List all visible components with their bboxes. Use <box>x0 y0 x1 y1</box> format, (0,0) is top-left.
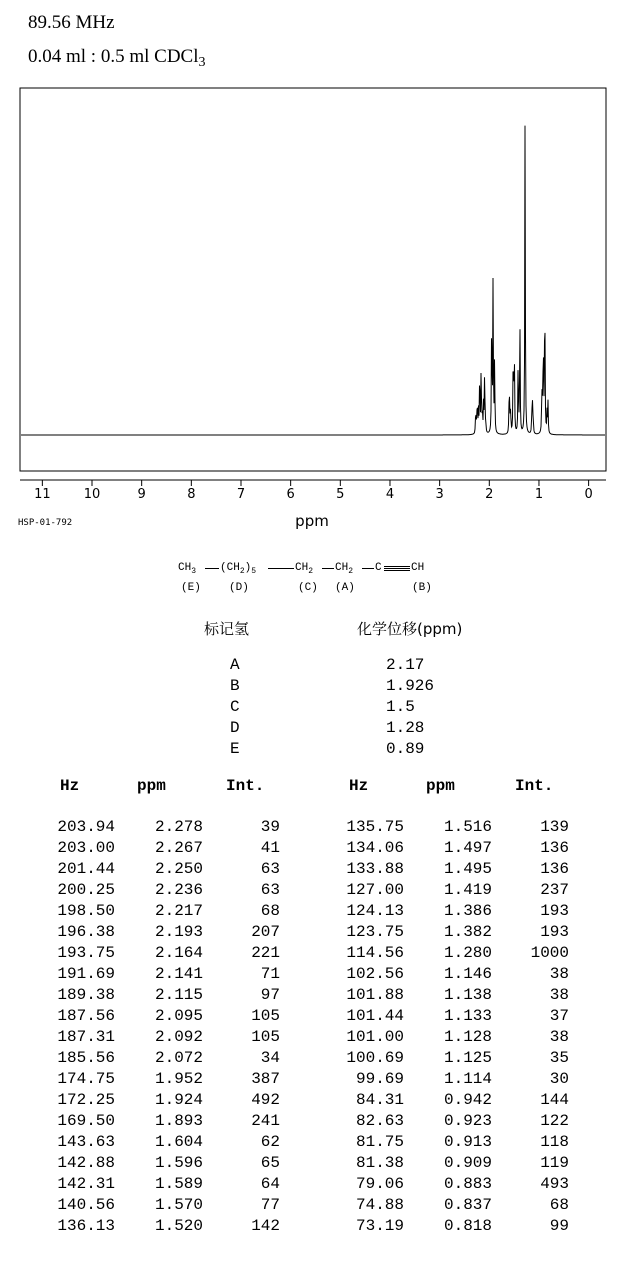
peak-table-cell: 1000 <box>530 944 569 962</box>
shift-row-value: 0.89 <box>386 740 425 758</box>
peak-table-cell: 2.092 <box>154 1028 203 1046</box>
peak-table-cell: 1.138 <box>443 986 492 1004</box>
peak-table-cell: 200.25 <box>57 881 115 899</box>
peak-table-cell: 124.13 <box>346 902 404 920</box>
nmr-spectrum-chart <box>0 0 626 540</box>
peak-table-cell: 65 <box>260 1154 280 1172</box>
peak-table-cell: 38 <box>549 986 569 1004</box>
peak-table-cell: 102.56 <box>346 965 404 983</box>
bond-a-c <box>362 568 374 569</box>
peak-table-cell: 105 <box>251 1007 280 1025</box>
group-ch2n: $(CH_2)_5$ <box>220 562 257 577</box>
peak-table-cell: 114.56 <box>346 944 404 962</box>
x-tick-label: 7 <box>236 487 246 502</box>
peak-table-cell: 62 <box>260 1133 280 1151</box>
peak-table-cell: 63 <box>260 881 280 899</box>
peak-table-cell: 387 <box>251 1070 280 1088</box>
peak-table-cell: 79.06 <box>355 1175 404 1193</box>
peak-table-cell: 0.883 <box>443 1175 492 1193</box>
peak-table-cell: 97 <box>260 986 280 1004</box>
peak-table-cell: 73.19 <box>355 1217 404 1235</box>
peak-table-cell: 1.497 <box>443 839 492 857</box>
bond-c-a <box>322 568 334 569</box>
peak-table-cell: 2.193 <box>154 923 203 941</box>
peak-table-cell: 134.06 <box>346 839 404 857</box>
triple-bond-line-3 <box>384 570 410 571</box>
peak-table-cell: 1.952 <box>154 1070 203 1088</box>
peak-table-cell: 1.596 <box>154 1154 203 1172</box>
peak-table-cell: 99 <box>549 1217 569 1235</box>
peak-table-cell: 35 <box>549 1049 569 1067</box>
x-tick-label: 4 <box>385 487 395 502</box>
peak-table-cell: 118 <box>540 1133 569 1151</box>
peak-table-cell: 82.63 <box>355 1112 404 1130</box>
plot-frame <box>20 88 606 471</box>
peak-table-cell: 41 <box>260 839 280 857</box>
peak-table-cell: 123.75 <box>346 923 404 941</box>
peak-table-cell: 63 <box>260 860 280 878</box>
peak-table-cell: 169.50 <box>57 1112 115 1130</box>
peak-table-header: Int. <box>515 777 554 795</box>
peak-table-cell: 68 <box>549 1196 569 1214</box>
peak-table-cell: 2.217 <box>154 902 203 920</box>
peak-table-cell: 39 <box>260 818 280 836</box>
shift-row-value: 2.17 <box>386 656 425 674</box>
peak-table-cell: 241 <box>251 1112 280 1130</box>
peak-table-cell: 1.893 <box>154 1112 203 1130</box>
peak-table-cell: 136 <box>540 860 569 878</box>
group-ch3: $CH_3$ <box>178 562 197 577</box>
peak-table-cell: 71 <box>260 965 280 983</box>
peak-table-cell: 1.146 <box>443 965 492 983</box>
peak-table-cell: 193 <box>540 902 569 920</box>
x-axis-ticks <box>34 480 593 502</box>
sample-subscript: 3 <box>198 55 206 70</box>
peak-table-cell: 140.56 <box>57 1196 115 1214</box>
peak-table-cell: 0.942 <box>443 1091 492 1109</box>
spectrum-trace <box>21 126 605 435</box>
sample-text: 0.04 ml : 0.5 ml CDCl <box>28 46 199 67</box>
peak-table-cell: 136 <box>540 839 569 857</box>
peak-table-cell: 237 <box>540 881 569 899</box>
peak-table-header: Int. <box>226 777 265 795</box>
peak-table-cell: 105 <box>251 1028 280 1046</box>
shift-row-label: D <box>230 719 240 737</box>
peak-table-cell: 119 <box>540 1154 569 1172</box>
peak-table-cell: 144 <box>540 1091 569 1109</box>
peak-table-cell: 196.38 <box>57 923 115 941</box>
label-b: (B) <box>412 582 432 594</box>
peak-table-cell: 172.25 <box>57 1091 115 1109</box>
peak-table-cell: 193.75 <box>57 944 115 962</box>
shift-row-label: A <box>230 656 240 674</box>
triple-bond-line-1 <box>384 566 410 567</box>
peak-table-cell: 34 <box>260 1049 280 1067</box>
shift-row-value: 1.926 <box>386 677 435 695</box>
peak-table-cell: 1.114 <box>443 1070 492 1088</box>
peak-table-cell: 0.818 <box>443 1217 492 1235</box>
group-ch: CH <box>411 562 425 574</box>
x-tick-label: 1 <box>534 487 544 502</box>
peak-table-cell: 203.00 <box>57 839 115 857</box>
peak-table-cell: 1.604 <box>154 1133 203 1151</box>
peak-table-cell: 1.924 <box>154 1091 203 1109</box>
peak-table-cell: 64 <box>260 1175 280 1193</box>
group-c: C <box>375 562 382 574</box>
shift-row-label: B <box>230 677 240 695</box>
peak-table-cell: 1.495 <box>443 860 492 878</box>
peak-table-cell: 2.250 <box>154 860 203 878</box>
peak-table-header: Hz <box>60 777 80 795</box>
peak-table-cell: 492 <box>251 1091 280 1109</box>
peak-table-cell: 221 <box>251 944 280 962</box>
shift-table-header-label: 标记氢 <box>204 620 250 638</box>
peak-table-cell: 77 <box>260 1196 280 1214</box>
x-tick-label: 0 <box>584 487 593 502</box>
peak-table-cell: 38 <box>549 965 569 983</box>
peak-table-cell: 127.00 <box>346 881 404 899</box>
peak-table-cell: 68 <box>260 902 280 920</box>
shift-table-header-shift: 化学位移(ppm) <box>357 620 463 638</box>
peak-table-cell: 99.69 <box>355 1070 404 1088</box>
peak-table-cell: 189.38 <box>57 986 115 1004</box>
peak-table-cell: 2.164 <box>154 944 203 962</box>
peak-table-cell: 84.31 <box>355 1091 404 1109</box>
spectrum-code: HSP-01-792 <box>18 518 73 528</box>
bond-e-d <box>205 568 219 569</box>
label-e: (E) <box>181 582 201 594</box>
peak-table-cell: 174.75 <box>57 1070 115 1088</box>
x-tick-label: 8 <box>187 487 196 502</box>
peak-table-cell: 0.923 <box>443 1112 492 1130</box>
peak-table-cell: 2.267 <box>154 839 203 857</box>
peak-table-cell: 1.516 <box>443 818 492 836</box>
peak-table-cell: 2.095 <box>154 1007 203 1025</box>
peak-table-cell: 101.88 <box>346 986 404 1004</box>
peak-table-cell: 143.63 <box>57 1133 115 1151</box>
peak-table-cell: 203.94 <box>57 818 115 836</box>
peak-table-cell: 133.88 <box>346 860 404 878</box>
peak-table-cell: 1.280 <box>443 944 492 962</box>
x-tick-label: 11 <box>34 487 51 502</box>
peak-table-cell: 135.75 <box>346 818 404 836</box>
peak-table-cell: 185.56 <box>57 1049 115 1067</box>
peak-table-cell: 142.31 <box>57 1175 115 1193</box>
x-tick-label: 3 <box>435 487 444 502</box>
peak-table-cell: 0.909 <box>443 1154 492 1172</box>
peak-table-cell: 201.44 <box>57 860 115 878</box>
peak-table-cell: 122 <box>540 1112 569 1130</box>
peak-table-cell: 493 <box>540 1175 569 1193</box>
peak-table-cell: 2.236 <box>154 881 203 899</box>
x-tick-label: 9 <box>137 487 146 502</box>
x-tick-label: 2 <box>485 487 494 502</box>
bond-d-c <box>268 568 294 569</box>
shift-row-value: 1.28 <box>386 719 425 737</box>
spectrometer-frequency: 89.56 MHz <box>28 12 115 33</box>
peak-table-cell: 38 <box>549 1028 569 1046</box>
peak-table-cell: 100.69 <box>346 1049 404 1067</box>
peak-table-cell: 30 <box>549 1070 569 1088</box>
peak-table-cell: 207 <box>251 923 280 941</box>
peak-table-cell: 1.382 <box>443 923 492 941</box>
peak-table-cell: 1.128 <box>443 1028 492 1046</box>
peak-table-cell: 0.837 <box>443 1196 492 1214</box>
peak-table-cell: 191.69 <box>57 965 115 983</box>
triple-bond-line-2 <box>384 568 410 569</box>
group-ch2-a: $CH_2$ <box>335 562 354 577</box>
x-tick-label: 5 <box>336 487 345 502</box>
peak-table-cell: 142 <box>251 1217 280 1235</box>
molecular-structure <box>178 560 478 600</box>
peak-table-cell: 198.50 <box>57 902 115 920</box>
peak-table-cell: 2.278 <box>154 818 203 836</box>
peak-table-cell: 142.88 <box>57 1154 115 1172</box>
peak-table-header: ppm <box>137 777 166 795</box>
peak-table-cell: 37 <box>549 1007 569 1025</box>
group-ch2-c: $CH_2$ <box>295 562 314 577</box>
peak-table-cell: 187.31 <box>57 1028 115 1046</box>
peak-table-cell: 1.386 <box>443 902 492 920</box>
peak-table-cell: 2.115 <box>154 986 203 1004</box>
label-d: (D) <box>229 582 249 594</box>
peak-table-cell: 1.133 <box>443 1007 492 1025</box>
shift-row-label: E <box>230 740 240 758</box>
peak-table-cell: 1.125 <box>443 1049 492 1067</box>
peak-table-cell: 1.570 <box>154 1196 203 1214</box>
peak-table-cell: 136.13 <box>57 1217 115 1235</box>
label-a: (A) <box>335 582 355 594</box>
peak-table-cell: 74.88 <box>355 1196 404 1214</box>
x-axis-label: ppm <box>295 512 329 530</box>
peak-table-cell: 0.913 <box>443 1133 492 1151</box>
peak-table-cell: 81.75 <box>355 1133 404 1151</box>
peak-table-cell: 193 <box>540 923 569 941</box>
shift-row-value: 1.5 <box>386 698 415 716</box>
peak-table-cell: 81.38 <box>355 1154 404 1172</box>
peak-table-cell: 2.141 <box>154 965 203 983</box>
peak-table-cell: 101.00 <box>346 1028 404 1046</box>
peak-table-cell: 101.44 <box>346 1007 404 1025</box>
shift-row-label: C <box>230 698 240 716</box>
x-tick-label: 6 <box>286 487 295 502</box>
peak-table-cell: 1.520 <box>154 1217 203 1235</box>
x-tick-label: 10 <box>83 487 101 502</box>
peak-table-cell: 1.589 <box>154 1175 203 1193</box>
peak-table-cell: 139 <box>540 818 569 836</box>
peak-table-cell: 1.419 <box>443 881 492 899</box>
peak-table-header: Hz <box>349 777 369 795</box>
peak-table-cell: 2.072 <box>154 1049 203 1067</box>
peak-table-header: ppm <box>426 777 455 795</box>
label-c: (C) <box>298 582 318 594</box>
peak-table-cell: 187.56 <box>57 1007 115 1025</box>
